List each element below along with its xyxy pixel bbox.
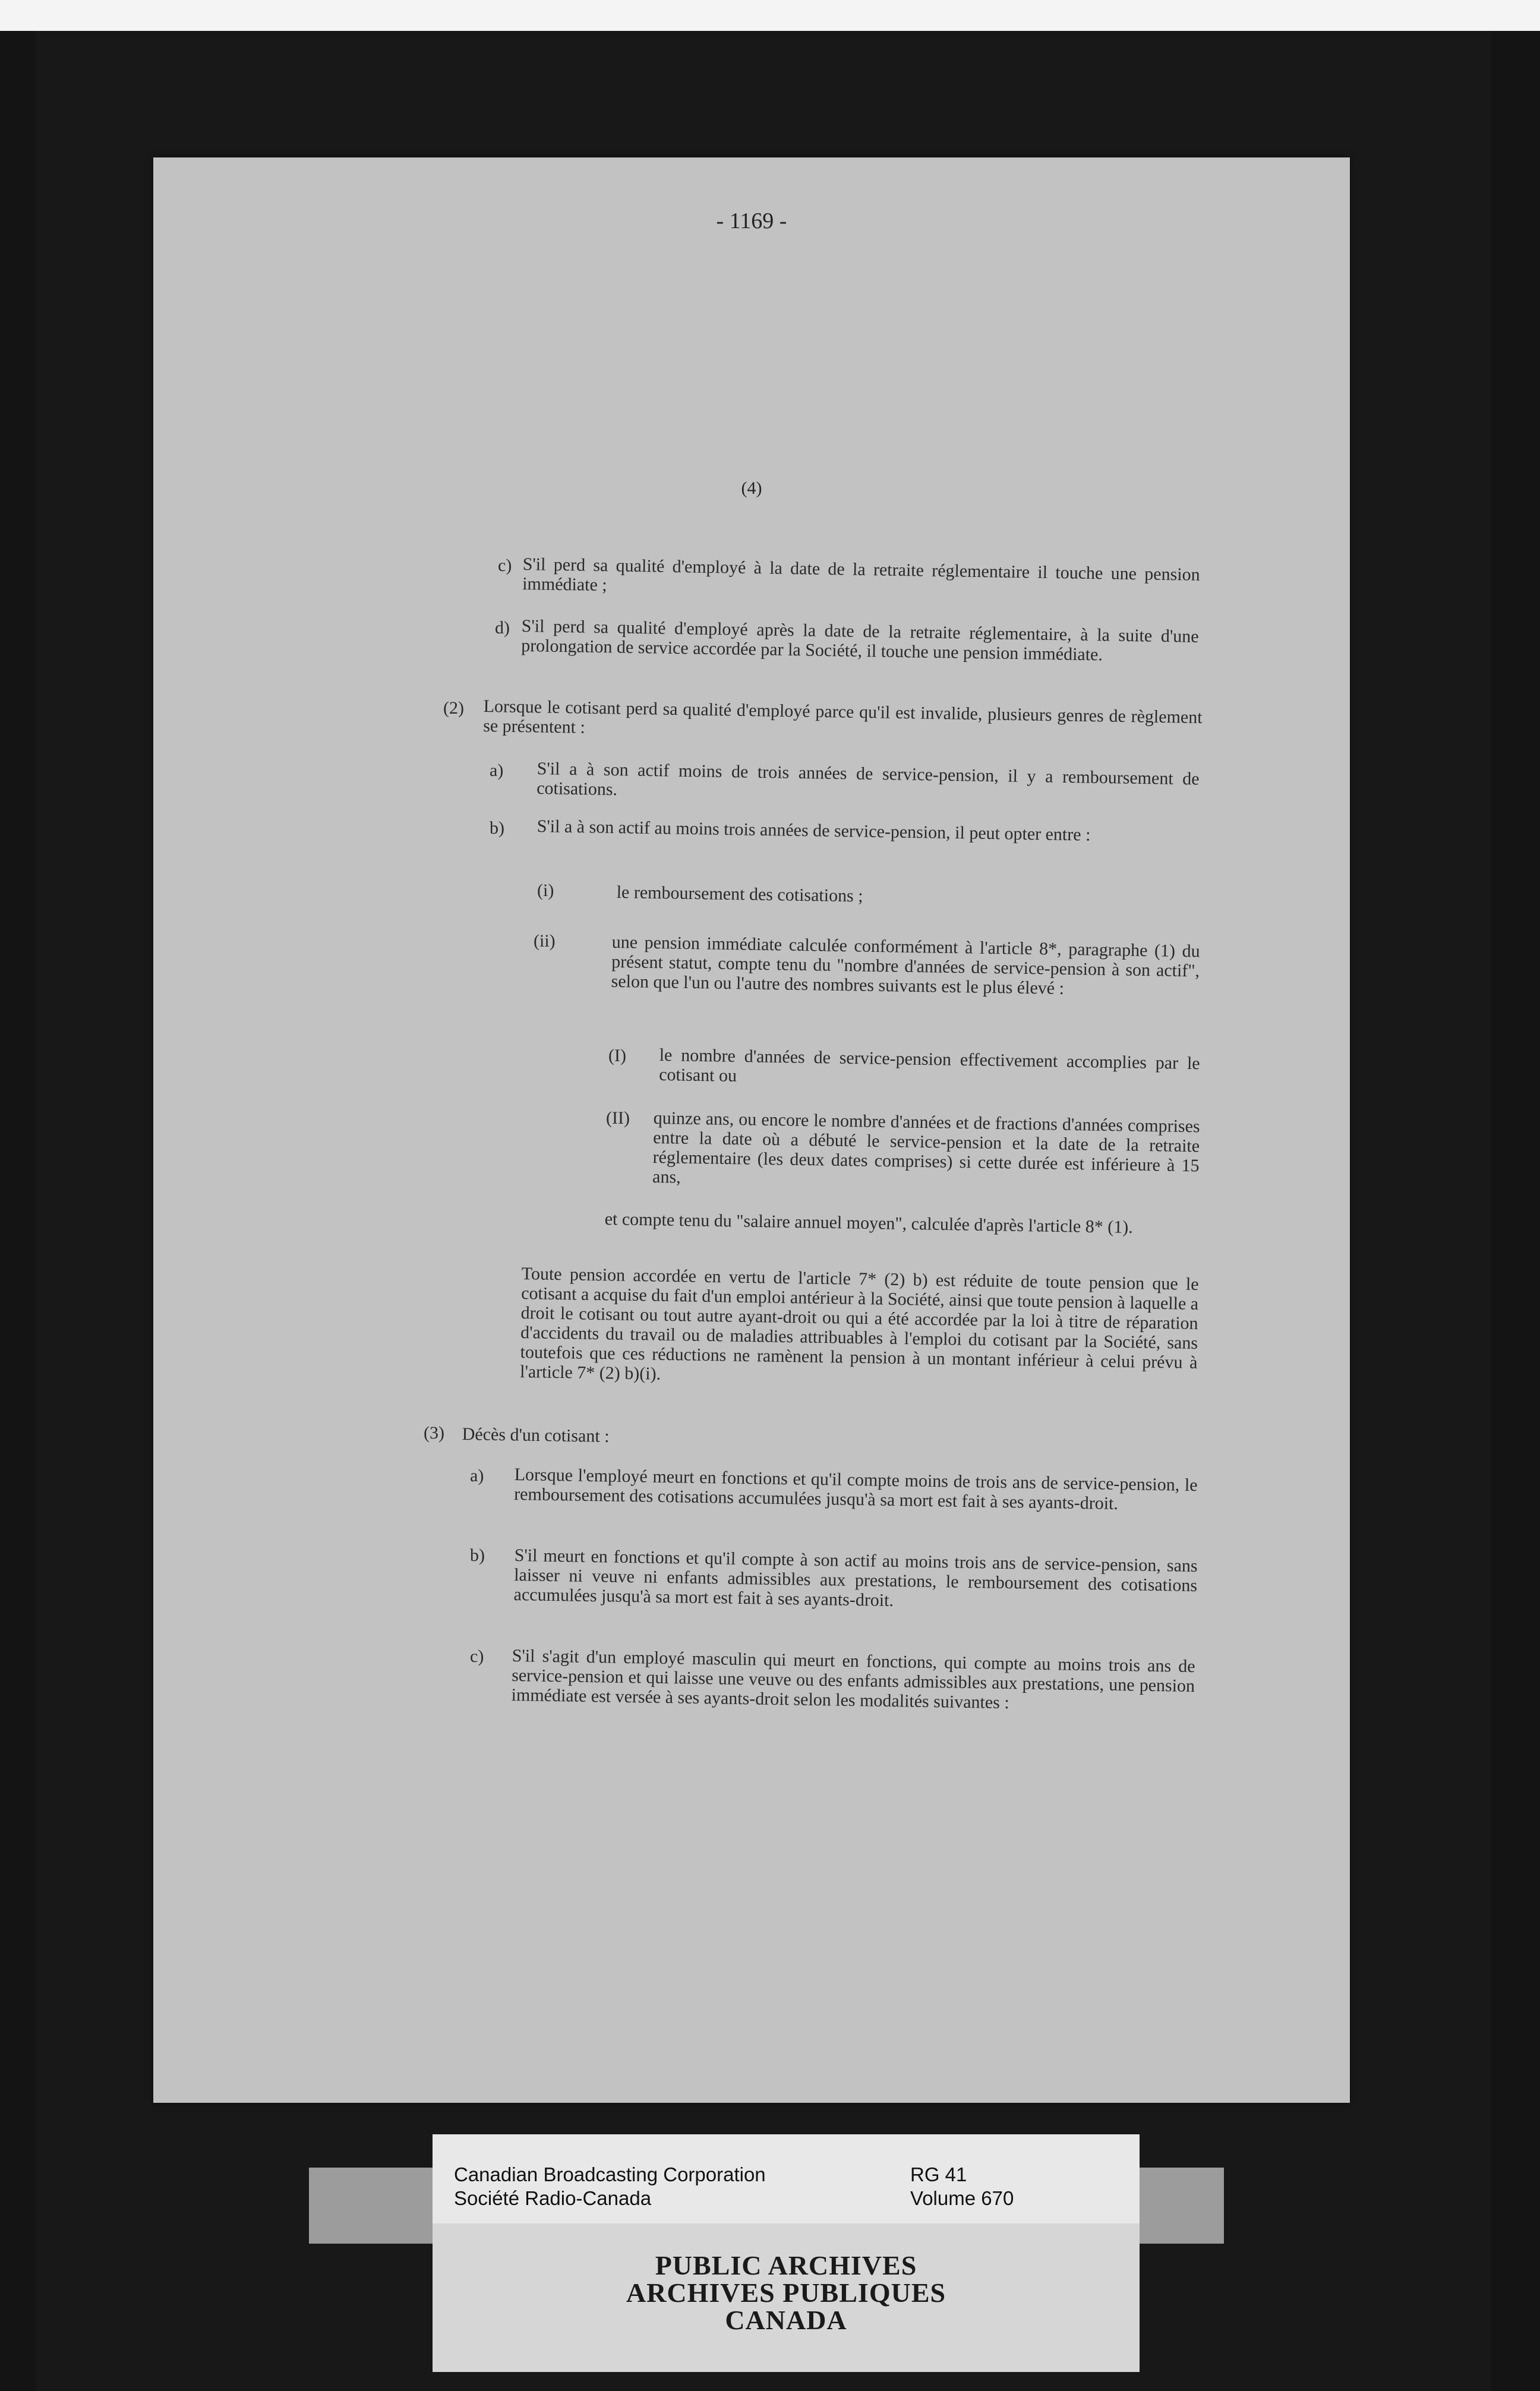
item-i-text: le remboursement des cotisations ;	[616, 882, 863, 906]
item-3c-text: S'il s'agit d'un employé masculin qui meurt en fonctions, qui compte au moins trois ans de service-pension et qui laisse une veuve ou des enfants admissibles aux prestations, une pension immédiate est versée à ses ayants-droit selon les modalités suivantes :	[511, 1646, 1195, 1713]
item-2a-text: S'il a à son actif moins de trois années de service-pension, il y a remboursement de cotisations.	[536, 759, 1200, 800]
item-2a-label: a)	[490, 761, 504, 780]
para-3-label: (3)	[424, 1423, 444, 1443]
item-2b-text: S'il a à son actif au moins trois années de service-pension, il peut opter entre :	[537, 816, 1091, 845]
item-d-text: S'il perd sa qualité d'employé après la date de la retraite réglementaire, à la suite d'une prolongation de service accordée par la Société, il touche une pension immédiate.	[520, 616, 1199, 665]
reduction-paragraph: Toute pension accordée en vertu de l'article 7* (2) b) est réduite de toute pension que le cotisant a acquise du fait d'un emploi antérieur à la Société, ainsi que toute pension à laquelle a droit le cotisant ou tout autre ayant-droit ou qui a été accordée par la loi à titre de réparation d'accidents du travail ou de maladies attribuables à l'emploi du cotisant par la Société, sans toutefois que ces réductions ne ramènent la pension à un montant inférieur à celui prévu à l'article 7* (2) b)(i).	[519, 1264, 1199, 1384]
public-archives-stamp	[433, 2223, 1140, 2372]
record-group: RG 41	[910, 2163, 967, 2185]
archive-reference	[910, 2163, 1014, 2210]
item-II-label: (II)	[606, 1108, 630, 1128]
archive-organization	[454, 2163, 766, 2210]
item-3a-label: a)	[470, 1466, 484, 1485]
item-ii-text: une pension immédiate calculée conformément à l'article 8*, paragraphe (1) du présent statut, compte tenu du "nombre d'années de service-pension à son actif", selon que l'un ou l'autre des nombres suivants est le plus élevé :	[611, 932, 1200, 998]
item-II-text: quinze ans, ou encore le nombre d'années et de fractions d'années comprises entre la date où a débuté le service-pension et la date de la retraite réglementaire (les deux dates comprises) si cette durée est inférieure à 15 ans,	[652, 1108, 1200, 1187]
item-2b-label: b)	[490, 818, 504, 838]
page-number: - 1169 -	[716, 209, 787, 234]
stamp-line-3: CANADA	[725, 2305, 847, 2335]
stamp-line-1: PUBLIC ARCHIVES	[655, 2250, 917, 2280]
ii-continuation: et compte tenu du "salaire annuel moyen", calculée d'après l'article 8* (1).	[604, 1209, 1133, 1237]
stamp-line-2: ARCHIVES PUBLIQUES	[626, 2278, 946, 2308]
item-I-label: (I)	[608, 1046, 626, 1065]
archive-reference-label	[433, 2134, 1140, 2223]
item-3a-text: Lorsque l'employé meurt en fonctions et qu'il compte moins de trois ans de service-pension, le remboursement des cotisations accumulées jusqu'à sa mort est fait à ses ayants-droit.	[513, 1465, 1198, 1513]
item-I-text: le nombre d'années de service-pension effectivement accomplies par le cotisant ou	[658, 1045, 1200, 1086]
item-i-label: (i)	[537, 881, 554, 900]
item-3b-text: S'il meurt en fonctions et qu'il compte à son actif au moins trois ans de service-pension, sans laisser ni veuve ni enfants admissibles aux prestations, le remboursement des cotisations accumulées jusqu'à sa mort est fait à ses ayants-droit.	[513, 1545, 1198, 1611]
item-c-text: S'il perd sa qualité d'employé à la date de la retraite réglementaire il touche une pension immédiate ;	[522, 554, 1200, 595]
item-3b-label: b)	[470, 1545, 485, 1565]
section-marker: (4)	[741, 478, 762, 498]
document-page	[153, 157, 1350, 2103]
scan-top-edge	[0, 0, 1540, 31]
item-ii-label: (ii)	[534, 931, 556, 951]
para-2-text: Lorsque le cotisant perd sa qualité d'employé parce qu'il est invalide, plusieurs genres de règlement se présentent :	[482, 696, 1203, 737]
para-2-label: (2)	[443, 698, 464, 718]
org-french: Société Radio-Canada	[454, 2187, 652, 2209]
volume-number: Volume 670	[910, 2187, 1014, 2209]
item-3c-label: c)	[470, 1646, 484, 1666]
org-english: Canadian Broadcasting Corporation	[454, 2163, 766, 2185]
stamp-text	[433, 2252, 1140, 2334]
para-3-text: Décès d'un cotisant :	[462, 1424, 610, 1446]
item-c-label: c)	[498, 556, 512, 575]
item-d-label: d)	[495, 618, 510, 638]
